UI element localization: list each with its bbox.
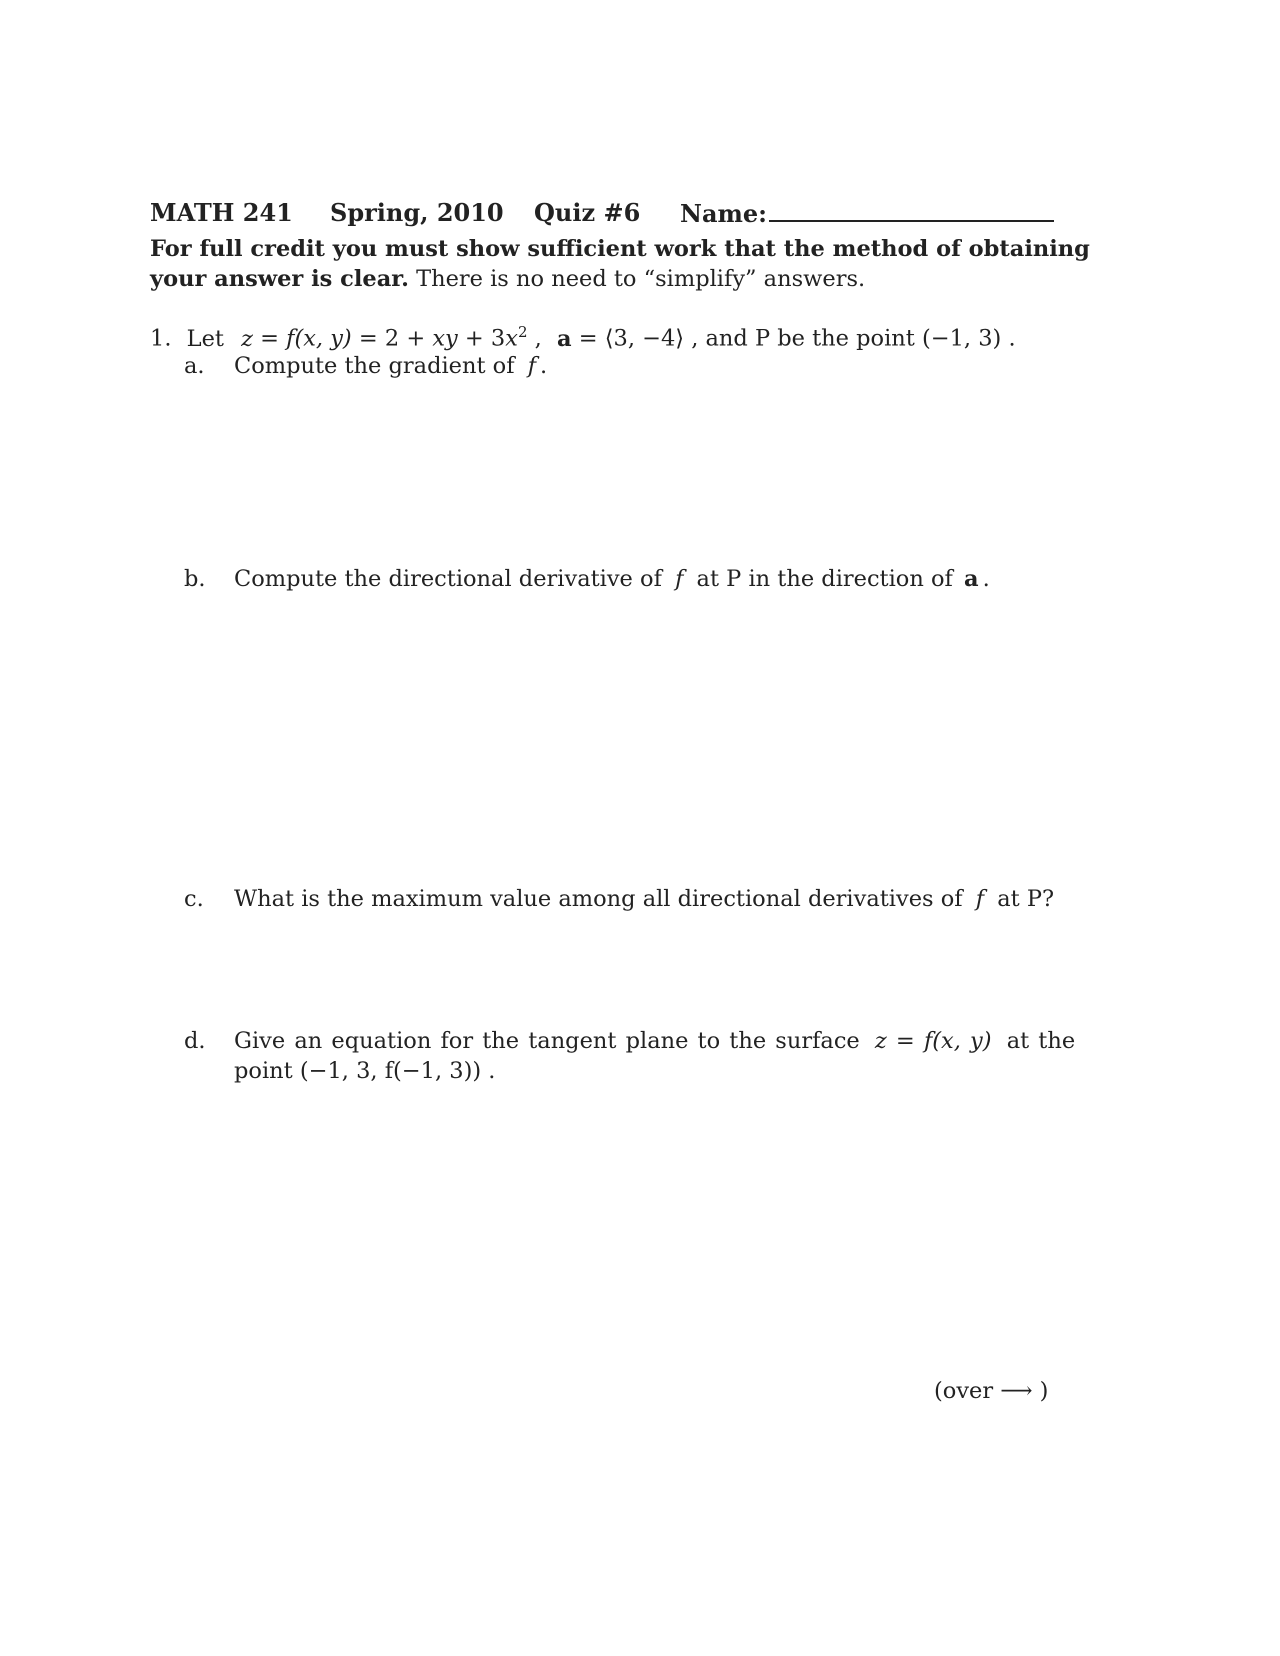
args: (x, y) bbox=[294, 325, 352, 352]
vector-a: a bbox=[556, 325, 572, 352]
problem-number: 1. bbox=[150, 325, 172, 352]
name-line[interactable] bbox=[769, 198, 1054, 222]
part-c-text bbox=[234, 886, 1054, 912]
part-a-question: Compute the gradient of bbox=[234, 353, 515, 379]
vector-a-value: = ⟨3, −4⟩ , and P be the point (−1, 3) . bbox=[571, 325, 1016, 352]
part-b-var-f: f bbox=[675, 566, 684, 592]
name-label: Name: bbox=[680, 199, 768, 228]
part-b-period: . bbox=[982, 566, 990, 592]
var-f: f bbox=[286, 325, 295, 352]
part-c-end: at P? bbox=[997, 886, 1055, 912]
quiz-number: Quiz #6 bbox=[534, 198, 641, 227]
eq-sign: = bbox=[252, 325, 287, 352]
part-c-label: c. bbox=[184, 886, 204, 912]
part-d-label: d. bbox=[184, 1028, 206, 1054]
part-b-label: b. bbox=[184, 566, 206, 592]
part-a-period: . bbox=[540, 353, 548, 379]
part-d-text bbox=[234, 1028, 1075, 1054]
comma: , bbox=[527, 325, 542, 352]
part-a-var-f: f bbox=[527, 353, 537, 379]
part-a-label: a. bbox=[184, 353, 205, 379]
part-d-eq: = bbox=[886, 1028, 924, 1054]
instructions-line2 bbox=[150, 266, 865, 292]
var-z: z bbox=[241, 325, 253, 352]
course-title: MATH 241 bbox=[150, 198, 293, 227]
eq-sign-2: = 2 + bbox=[351, 325, 433, 352]
plus-three: + 3 bbox=[457, 325, 506, 352]
part-b-vector-a: a bbox=[964, 566, 979, 592]
part-d-question: Give an equation for the tangent plane to the surface bbox=[234, 1028, 860, 1054]
name-field[interactable] bbox=[680, 198, 1054, 228]
problem-1-statement bbox=[150, 323, 1016, 352]
part-c-question: What is the maximum value among all directional derivatives of bbox=[234, 886, 963, 912]
term: Spring, 2010 bbox=[330, 198, 504, 227]
instructions-regular: There is no need to “simplify” answers. bbox=[416, 266, 866, 292]
part-b-question: Compute the directional derivative of bbox=[234, 566, 662, 592]
instructions-line1: For full credit you must show sufficient work that the method of obtaining bbox=[150, 236, 1090, 262]
part-b-text bbox=[234, 566, 990, 592]
part-d-var-z: z bbox=[874, 1028, 887, 1054]
var-x: x bbox=[505, 325, 518, 352]
part-d-end: at the bbox=[1006, 1028, 1076, 1054]
part-a-text bbox=[234, 353, 547, 379]
part-b-mid: at P in the direction of bbox=[696, 566, 953, 592]
let-word: Let bbox=[186, 325, 224, 352]
over-indicator: (over ⟶ ) bbox=[934, 1378, 1049, 1404]
instructions-bold-end: your answer is clear. bbox=[150, 266, 409, 292]
var-xy: xy bbox=[432, 325, 458, 352]
part-d-args: (x, y) bbox=[932, 1028, 992, 1054]
exponent: 2 bbox=[517, 323, 528, 341]
part-d-var-f: f bbox=[923, 1028, 933, 1054]
part-c-var-f: f bbox=[975, 886, 985, 912]
part-d-line2: point (−1, 3, f(−1, 3)) . bbox=[234, 1058, 496, 1084]
